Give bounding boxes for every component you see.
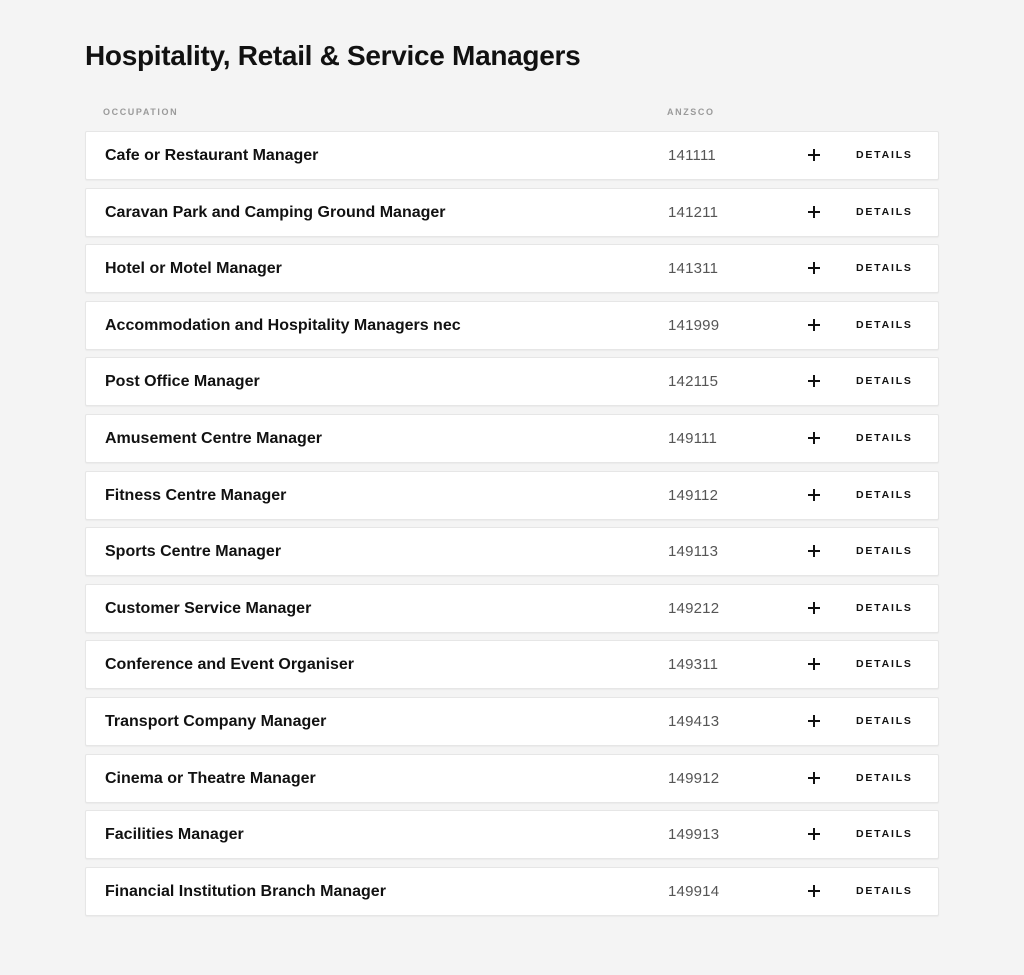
anzsco-code: 149914 [668, 883, 720, 900]
table-row[interactable] [85, 414, 939, 463]
anzsco-code: 149113 [668, 543, 719, 560]
occupation-name: Cinema or Theatre Manager [105, 770, 316, 787]
table-row[interactable] [85, 697, 939, 746]
plus-icon[interactable] [804, 371, 824, 391]
occupation-name: Financial Institution Branch Manager [105, 883, 386, 900]
occupation-name: Transport Company Manager [105, 713, 327, 730]
occupation-name: Amusement Centre Manager [105, 430, 322, 447]
details-button[interactable]: DETAILS [856, 262, 913, 274]
details-button[interactable]: DETAILS [856, 319, 913, 331]
table-row[interactable] [85, 188, 939, 237]
details-button[interactable]: DETAILS [856, 715, 913, 727]
occupation-name: Post Office Manager [105, 373, 260, 390]
details-button[interactable]: DETAILS [856, 545, 913, 557]
anzsco-code: 141111 [668, 147, 716, 164]
plus-icon[interactable] [804, 202, 824, 222]
anzsco-code: 141211 [668, 204, 719, 221]
plus-icon[interactable] [804, 258, 824, 278]
plus-icon[interactable] [804, 654, 824, 674]
table-header [85, 107, 939, 119]
table-row[interactable] [85, 244, 939, 293]
plus-icon[interactable] [804, 541, 824, 561]
occupation-name: Hotel or Motel Manager [105, 260, 282, 277]
page-title: Hospitality, Retail & Service Managers [85, 40, 581, 71]
anzsco-code: 141999 [668, 317, 720, 334]
details-button[interactable]: DETAILS [856, 885, 913, 897]
anzsco-code: 149912 [668, 770, 720, 787]
plus-icon[interactable] [804, 315, 824, 335]
occupation-name: Conference and Event Organiser [105, 656, 354, 673]
table-row[interactable] [85, 301, 939, 350]
details-button[interactable]: DETAILS [856, 828, 913, 840]
table-row[interactable] [85, 640, 939, 689]
column-header-occupation: OCCUPATION [103, 107, 179, 117]
plus-icon[interactable] [804, 428, 824, 448]
anzsco-code: 149212 [668, 600, 720, 617]
anzsco-code: 149413 [668, 713, 720, 730]
table-row[interactable] [85, 527, 939, 576]
plus-icon[interactable] [804, 881, 824, 901]
table-row[interactable] [85, 357, 939, 406]
plus-icon[interactable] [804, 711, 824, 731]
table-row[interactable] [85, 810, 939, 859]
details-button[interactable]: DETAILS [856, 489, 913, 501]
plus-icon[interactable] [804, 824, 824, 844]
details-button[interactable]: DETAILS [856, 658, 913, 670]
occupation-name: Facilities Manager [105, 826, 244, 843]
anzsco-code: 142115 [668, 373, 719, 390]
details-button[interactable]: DETAILS [856, 772, 913, 784]
table-row[interactable] [85, 754, 939, 803]
anzsco-code: 149311 [668, 656, 719, 673]
table-row[interactable] [85, 471, 939, 520]
details-button[interactable]: DETAILS [856, 432, 913, 444]
occupation-name: Accommodation and Hospitality Managers nec [105, 317, 461, 334]
anzsco-code: 149913 [668, 826, 720, 843]
details-button[interactable]: DETAILS [856, 206, 913, 218]
details-button[interactable]: DETAILS [856, 602, 913, 614]
anzsco-code: 149111 [668, 430, 718, 447]
table-row[interactable] [85, 584, 939, 633]
details-button[interactable]: DETAILS [856, 149, 913, 161]
table-row[interactable] [85, 131, 939, 180]
occupation-name: Caravan Park and Camping Ground Manager [105, 204, 446, 221]
occupation-name: Customer Service Manager [105, 600, 312, 617]
occupation-name: Fitness Centre Manager [105, 487, 287, 504]
occupation-name: Sports Centre Manager [105, 543, 282, 560]
plus-icon[interactable] [804, 768, 824, 788]
table-row[interactable] [85, 867, 939, 916]
plus-icon[interactable] [804, 485, 824, 505]
plus-icon[interactable] [804, 145, 824, 165]
anzsco-code: 141311 [668, 260, 719, 277]
details-button[interactable]: DETAILS [856, 375, 913, 387]
anzsco-code: 149112 [668, 487, 719, 504]
column-header-anzsco: ANZSCO [667, 107, 715, 117]
occupation-name: Cafe or Restaurant Manager [105, 147, 319, 164]
plus-icon[interactable] [804, 598, 824, 618]
